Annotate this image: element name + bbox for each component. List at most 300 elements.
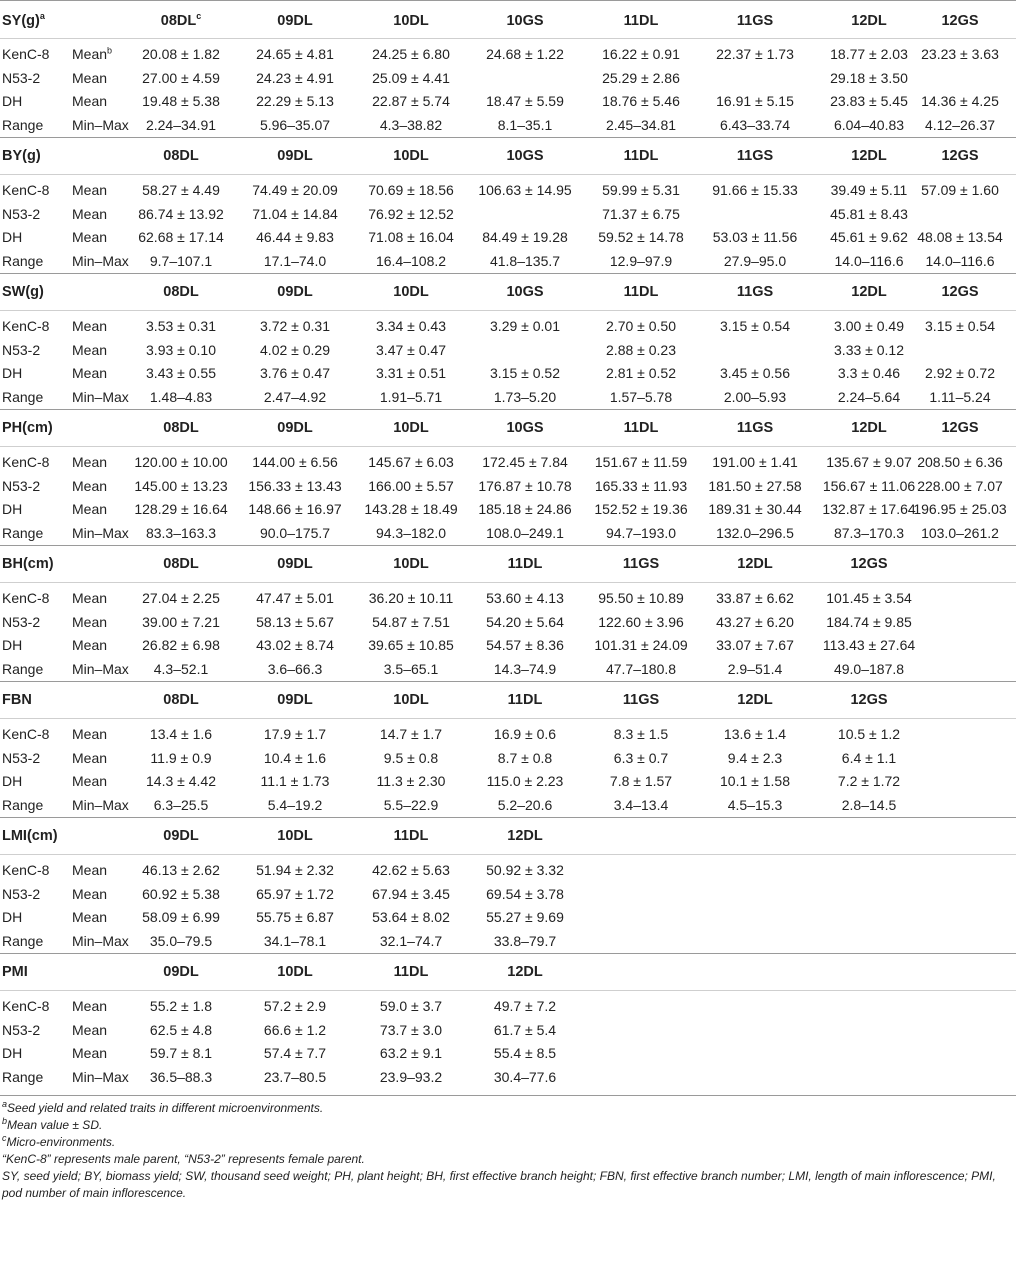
table-cell: 39.65 ± 10.85 [368,637,454,653]
table-cell: 53.64 ± 8.02 [372,909,450,925]
column-header [163,818,198,855]
table-cell: 8.7 ± 0.8 [497,749,553,766]
table-cell: 39.00 ± 7.21 [142,613,220,630]
trait-name [2,954,28,991]
table-cell: 3.43 ± 0.55 [146,365,216,381]
row-statistic [72,930,129,954]
footnote-marker: c [2,1133,7,1143]
table-cell: 11.3 ± 2.30 [376,773,446,789]
table-row [0,1042,1016,1066]
table-cell: 30.4–77.6 [493,1068,557,1085]
column-header-text: 09DL [277,148,313,164]
row-label: Range [2,388,44,405]
row-statistic-text: Mean [72,909,108,925]
row-label: DH [2,637,23,653]
table-cell: 16.4–108.2 [375,252,447,269]
table-row [0,522,1016,546]
row-label: DH [2,93,23,109]
table-cell: 2.00–5.93 [723,388,787,405]
row-statistic-text: Min–Max [72,1068,129,1085]
row-statistic [72,1042,107,1066]
table-row [0,883,1016,907]
column-header-text: 09DL [277,420,313,436]
table-cell: 24.23 ± 4.91 [256,69,334,86]
row-statistic-text: Mean [72,749,108,766]
table-row [0,498,1016,522]
table-cell: 10.4 ± 1.6 [263,749,327,766]
row-statistic-text: Min–Max [72,252,129,269]
table-cell: 62.68 ± 17.14 [138,229,224,245]
row-statistic-text: Mean [72,885,108,902]
table-cell: 2.92 ± 0.72 [925,365,995,381]
column-header [277,682,312,719]
table-cell: 18.76 ± 5.46 [602,93,680,109]
table-cell: 35.0–79.5 [149,932,213,949]
row-statistic-text: Min–Max [72,932,129,949]
table-cell: 26.82 ± 6.98 [142,637,220,653]
table-row [0,658,1016,682]
table-cell: 1.11–5.24 [929,388,991,405]
row-label: DH [2,365,23,381]
table-cell: 2.47–4.92 [263,388,327,405]
trait-name [2,818,58,855]
row-label: N53-2 [2,613,41,630]
column-header [623,546,659,583]
table-cell: 16.22 ± 0.91 [602,46,680,62]
row-statistic-text: Mean [72,365,108,381]
table-row [0,226,1016,250]
table-cell: 33.87 ± 6.62 [716,590,794,606]
column-header-text: 10DL [393,284,429,300]
table-cell: 166.00 ± 5.57 [368,477,454,494]
column-header-text: 08DL [163,148,199,164]
table-cell: 63.2 ± 9.1 [379,1045,443,1061]
trait-name-text: SY(g) [2,13,40,29]
table-cell: 115.0 ± 2.23 [486,773,564,789]
column-header-text: 10DL [393,148,429,164]
column-header [393,1,428,41]
column-header-text: 12GS [941,420,979,436]
table-cell: 176.87 ± 10.78 [478,477,572,494]
table-cell: 5.4–19.2 [267,796,323,813]
table-cell: 27.00 ± 4.59 [142,69,220,86]
table-cell: 108.0–249.1 [486,524,564,541]
row-statistic [72,634,107,658]
column-header-text: 11DL [623,420,659,436]
column-header [277,954,312,991]
table-cell: 55.75 ± 6.87 [256,909,334,925]
column-header [277,1,312,41]
column-header [163,954,198,991]
column-header-text: 12GS [850,556,888,572]
row-label: KenC-8 [2,318,50,334]
row-statistic [72,1066,129,1090]
row-label: KenC-8 [2,182,50,198]
column-header [851,138,886,175]
table-cell: 2.8–14.5 [841,796,897,813]
table-cell: 2.24–34.91 [145,116,217,133]
row-statistic-text: Mean [72,318,108,334]
table-cell: 59.0 ± 3.7 [379,998,443,1014]
column-header [394,818,429,855]
table-cell: 46.44 ± 9.83 [256,229,334,245]
footnote [2,1117,1012,1134]
row-statistic-text: Mean [72,1045,108,1061]
table-cell: 113.43 ± 27.64 [822,637,916,653]
section-header-row [0,138,1016,175]
row-statistic [72,498,107,522]
table-cell: 14.7 ± 1.7 [379,726,443,742]
column-header-text: 08DL [163,556,199,572]
section-header-row [0,1,1016,39]
column-header [506,410,543,447]
row-statistic-text: Mean [72,501,108,517]
table-cell: 36.20 ± 10.11 [368,590,454,606]
section-header-row [0,274,1016,311]
column-header-text: 12DL [851,284,887,300]
table-cell: 23.7–80.5 [263,1068,327,1085]
table-cell: 2.70 ± 0.50 [606,318,676,334]
row-statistic-text: Mean [72,229,108,245]
row-statistic [72,906,107,930]
table-cell: 132.87 ± 17.64 [822,501,916,517]
table-cell: 143.28 ± 18.49 [364,501,458,517]
table-cell: 6.43–33.74 [719,116,791,133]
table-row [0,723,1016,747]
table-cell: 50.92 ± 3.32 [486,862,564,878]
row-statistic [72,747,107,771]
table-cell: 16.9 ± 0.6 [493,726,557,742]
column-header [941,410,978,447]
table-cell: 189.31 ± 30.44 [708,501,802,517]
table-cell: 95.50 ± 10.89 [598,590,684,606]
header-divider [0,990,1016,991]
table-cell: 9.5 ± 0.8 [383,749,439,766]
row-label: N53-2 [2,69,41,86]
table-cell: 172.45 ± 7.84 [482,454,568,470]
table-cell: 151.67 ± 11.59 [594,454,688,470]
row-label: DH [2,773,23,789]
row-label: Range [2,932,44,949]
row-statistic-text: Mean [72,1021,108,1038]
column-header [394,954,429,991]
row-label: N53-2 [2,477,41,494]
table-cell: 14.0–116.6 [925,252,995,269]
column-header-text: 12GS [941,284,979,300]
row-label: Range [2,660,44,677]
row-statistic [72,226,107,250]
column-header [624,410,659,447]
row-label: DH [2,1045,23,1061]
row-label: N53-2 [2,205,41,222]
table-cell: 3.34 ± 0.43 [376,318,446,334]
row-label: Range [2,1068,44,1085]
column-header [851,1,886,41]
row-statistic-text: Mean [72,998,108,1014]
section-header-row [0,410,1016,447]
trait-name-text: BY(g) [2,148,41,164]
column-header [163,274,198,311]
table-cell: 145.00 ± 13.23 [134,477,228,494]
table-cell: 87.3–170.3 [833,524,905,541]
table-cell: 70.69 ± 18.56 [368,182,454,198]
column-header-text: 10DL [277,964,313,980]
table-cell: 16.91 ± 5.15 [716,93,794,109]
column-header [393,546,428,583]
row-label: Range [2,524,44,541]
column-header [941,274,978,311]
table-cell: 3.45 ± 0.56 [720,365,790,381]
footnote-marker: a [39,11,45,22]
header-divider [0,582,1016,583]
table-cell: 18.77 ± 2.03 [830,46,908,62]
table-cell: 29.18 ± 3.50 [830,69,908,86]
table-cell: 4.02 ± 0.29 [260,341,330,358]
column-header [163,682,198,719]
table-cell: 156.33 ± 13.43 [248,477,342,494]
footnote-text: SY, seed yield; BY, biomass yield; SW, thousand seed weight; PH, plant height; BH, first effective branch height; FBN, first effective branch number; LMI, length of main inflorescence; PMI, pod number of main inflorescence. [2,1169,996,1200]
table-cell: 5.5–22.9 [383,796,439,813]
table-cell: 128.29 ± 16.64 [134,501,228,517]
row-statistic-text: Min–Max [72,524,129,541]
table-cell: 94.3–182.0 [375,524,447,541]
table-cell: 48.08 ± 13.54 [917,229,1003,245]
table-cell: 148.66 ± 16.97 [248,501,342,517]
table-cell: 145.67 ± 6.03 [368,454,454,470]
column-header-text: 12DL [851,148,887,164]
table-cell: 32.1–74.7 [379,932,443,949]
trait-name [2,1,45,41]
header-divider [0,854,1016,855]
column-header-text: 11DL [507,692,543,708]
column-header-text: 12DL [737,556,773,572]
table-row [0,339,1016,363]
header-divider [0,310,1016,311]
table-cell: 2.45–34.81 [605,116,677,133]
table-row [0,995,1016,1019]
column-header-text: 10GS [506,284,544,300]
column-header-text: 10GS [506,420,544,436]
trait-name-text: FBN [2,692,32,708]
row-label: Range [2,252,44,269]
table-row [0,794,1016,818]
column-header-text: 09DL [163,964,199,980]
row-label: N53-2 [2,885,41,902]
table-cell: 4.3–52.1 [153,660,209,677]
table-cell: 10.5 ± 1.2 [837,726,901,742]
header-divider [0,38,1016,39]
table-cell: 33.8–79.7 [493,932,557,949]
row-statistic-text: Mean [72,454,108,470]
table-cell: 69.54 ± 3.78 [486,885,564,902]
footnote [2,1168,1012,1202]
table-cell: 34.1–78.1 [263,932,327,949]
trait-name [2,138,41,175]
section-header-row [0,682,1016,719]
table-cell: 4.3–38.82 [379,116,443,133]
row-statistic-text: Mean [72,46,108,62]
table-cell: 10.1 ± 1.58 [720,773,790,789]
row-statistic-text: Mean [72,590,108,606]
header-divider [0,174,1016,175]
table-cell: 196.95 ± 25.03 [913,501,1007,517]
row-statistic [72,658,129,682]
table-cell: 3.00 ± 0.49 [834,318,904,334]
table-cell: 73.7 ± 3.0 [379,1021,443,1038]
table-cell: 2.81 ± 0.52 [606,365,676,381]
table-cell: 3.4–13.4 [613,796,669,813]
column-header [163,410,198,447]
column-header-text: 10DL [393,420,429,436]
column-header [941,138,978,175]
table-cell: 14.3–74.9 [493,660,557,677]
table-row [0,250,1016,274]
table-cell: 58.13 ± 5.67 [256,613,334,630]
column-header [624,138,659,175]
table-cell: 1.91–5.71 [379,388,443,405]
column-header-text: 12GS [941,13,979,29]
column-header-text: 12DL [851,13,887,29]
column-header-text: 08DL [160,13,197,29]
footnote-text: “KenC-8” represents male parent, “N53-2” represents female parent. [2,1152,365,1166]
table-cell: 2.88 ± 0.23 [606,341,676,358]
row-statistic [72,315,107,339]
table-cell: 3.47 ± 0.47 [376,341,446,358]
column-header [850,546,887,583]
table-cell: 3.53 ± 0.31 [146,318,216,334]
table-row [0,906,1016,930]
row-statistic [72,995,107,1019]
column-header [737,410,773,447]
table-cell: 4.5–15.3 [727,796,783,813]
row-statistic-text: Mean [72,341,108,358]
table-row [0,930,1016,954]
column-header-text: 11GS [736,420,774,436]
footnote [2,1100,1012,1117]
table-cell: 2.24–5.64 [837,388,901,405]
column-header-text: 09DL [163,828,199,844]
table-row [0,587,1016,611]
column-header [624,1,659,41]
column-header-text: 08DL [163,284,199,300]
row-statistic [72,90,107,114]
table-cell: 4.12–26.37 [924,116,996,133]
table-cell: 13.4 ± 1.6 [149,726,213,742]
table-row [0,1066,1016,1090]
table-cell: 3.76 ± 0.47 [260,365,330,381]
column-header [507,954,542,991]
table-cell: 47.47 ± 5.01 [256,590,334,606]
row-statistic [72,611,107,635]
table-cell: 22.87 ± 5.74 [372,93,450,109]
trait-name [2,682,32,719]
table-cell: 11.9 ± 0.9 [150,749,212,766]
table-cell: 42.62 ± 5.63 [372,862,450,878]
table-row [0,67,1016,91]
row-statistic [72,250,129,274]
row-label: DH [2,501,23,517]
table-cell: 132.0–296.5 [716,524,794,541]
table-cell: 17.9 ± 1.7 [263,726,327,742]
table-cell: 1.57–5.78 [609,388,673,405]
row-statistic [72,339,107,363]
table-cell: 25.29 ± 2.86 [602,69,680,86]
row-statistic-text: Min–Max [72,660,129,677]
trait-name [2,546,54,583]
trait-name-text: SW(g) [2,284,44,300]
table-cell: 5.2–20.6 [497,796,553,813]
table-cell: 144.00 ± 6.56 [252,454,338,470]
table-cell: 20.08 ± 1.82 [142,46,220,62]
column-header [393,682,428,719]
column-header-text: 12DL [737,692,773,708]
table-row [0,770,1016,794]
column-header [393,410,428,447]
table-cell: 60.92 ± 5.38 [142,885,220,902]
table-cell: 86.74 ± 13.92 [138,205,224,222]
column-header-text: 12DL [507,964,543,980]
trait-name-text: PH(cm) [2,420,53,436]
table-cell: 3.33 ± 0.12 [834,341,904,358]
header-divider [0,446,1016,447]
row-statistic [72,859,107,883]
table-cell: 59.52 ± 14.78 [598,229,684,245]
table-cell: 58.09 ± 6.99 [142,909,220,925]
table-row [0,611,1016,635]
column-header-text: 12DL [507,828,543,844]
table-cell: 3.15 ± 0.54 [925,318,995,334]
table-cell: 54.57 ± 8.36 [486,637,564,653]
column-header-text: 11DL [393,964,429,980]
table-cell: 14.0–116.6 [834,252,904,269]
column-header-text: 12DL [851,420,887,436]
column-header [850,682,887,719]
trait-section [0,817,1016,953]
row-statistic-text: Min–Max [72,796,129,813]
table-cell: 3.5–65.1 [383,660,439,677]
table-row [0,179,1016,203]
column-header [508,546,543,583]
table-cell: 67.94 ± 3.45 [372,885,450,902]
row-statistic [72,794,129,818]
column-header [277,274,312,311]
table-row [0,43,1016,67]
column-header [851,274,886,311]
table-cell: 122.60 ± 3.96 [598,613,684,630]
row-label: N53-2 [2,1021,41,1038]
column-header [506,138,543,175]
column-header-text: 11GS [622,692,660,708]
column-header-text: 08DL [163,420,199,436]
column-header-text: 11DL [507,556,543,572]
table-cell: 6.3–25.5 [153,796,209,813]
row-statistic-text: Mean [72,773,108,789]
table-row [0,1019,1016,1043]
column-header [277,818,312,855]
row-statistic-text: Mean [72,637,108,653]
table-cell: 49.7 ± 7.2 [493,998,557,1014]
table-row [0,362,1016,386]
table-cell: 3.72 ± 0.31 [260,318,330,334]
table-row [0,90,1016,114]
table-cell: 152.52 ± 19.36 [594,501,688,517]
column-header-text: 10GS [506,13,544,29]
column-header [163,546,198,583]
row-statistic [72,43,112,67]
row-statistic-text: Mean [72,69,108,86]
table-cell: 91.66 ± 15.33 [712,182,798,198]
column-header [624,274,659,311]
